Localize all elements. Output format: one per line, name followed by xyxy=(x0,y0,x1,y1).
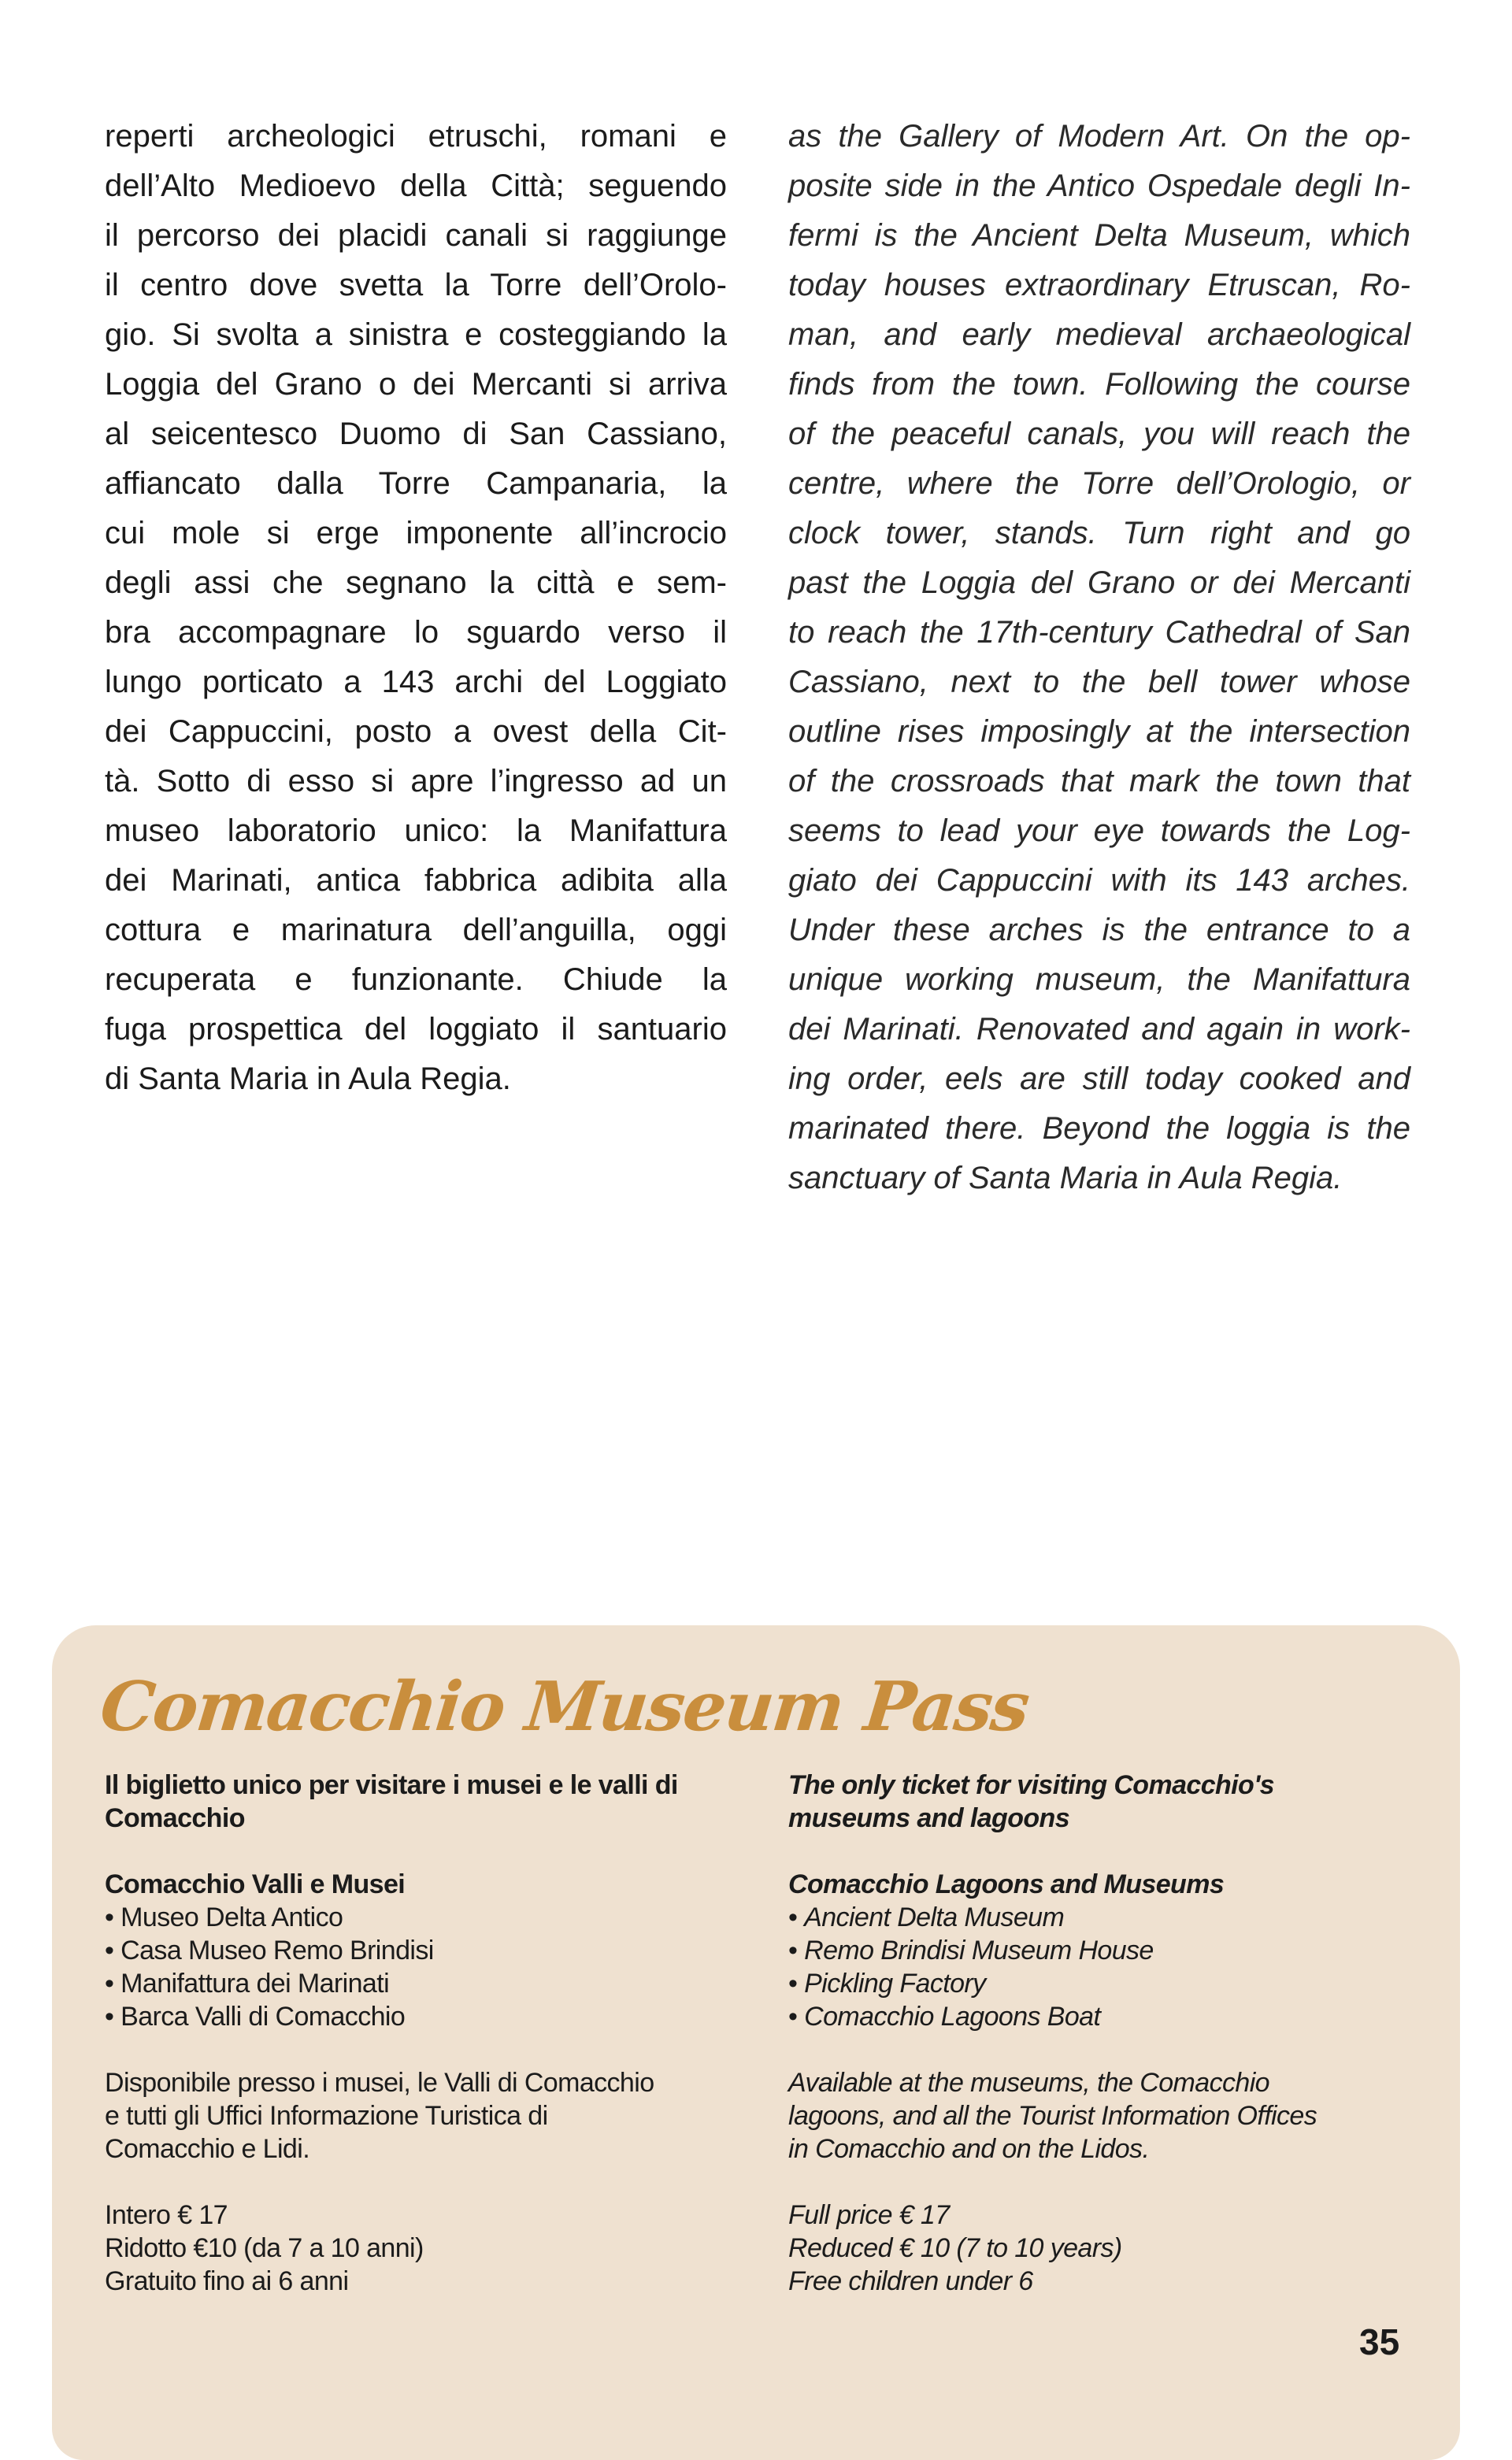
text-line: finds from the town. Following the course xyxy=(788,367,1410,402)
text-line: tà. Sotto di esso si apre l’ingresso ad un xyxy=(105,764,727,798)
pass-intro-line: The only ticket for visiting Comacchio's xyxy=(788,1770,1274,1800)
text-line: cottura e marinatura dell’anguilla, oggi xyxy=(105,913,727,947)
page-number: 35 xyxy=(1359,2321,1400,2362)
museum-pass-english xyxy=(788,1769,1434,2298)
text-line: Under these arches is the entrance to a xyxy=(788,913,1410,947)
pass-price: Gratuito fino ai 6 anni xyxy=(105,2266,349,2296)
text-line: dei Cappuccini, posto a ovest della Cit- xyxy=(105,714,727,749)
text-line: to reach the 17th-century Cathedral of San xyxy=(788,615,1410,650)
pass-availability-line: in Comacchio and on the Lidos. xyxy=(788,2134,1150,2164)
pass-price: Free children under 6 xyxy=(788,2266,1033,2296)
pass-list-heading: Comacchio Valli e Musei xyxy=(105,1869,406,1899)
text-line: seems to lead your eye towards the Log- xyxy=(788,813,1410,848)
text-line: sanctuary of Santa Maria in Aula Regia. xyxy=(788,1161,1343,1195)
text-line: affiancato dalla Torre Campanaria, la xyxy=(105,466,727,501)
spacer xyxy=(105,1835,750,1868)
pass-availability-line: lagoons, and all the Tourist Information Offices xyxy=(788,2101,1317,2131)
text-line: al seicentesco Duomo di San Cassiano, xyxy=(105,417,727,451)
pass-list-item: • Manifattura dei Marinati xyxy=(105,1967,750,2000)
pass-list-item: • Barca Valli di Comacchio xyxy=(105,2000,750,2033)
spacer xyxy=(105,2165,750,2199)
pass-availability-line: Disponibile presso i musei, le Valli di Comacchio xyxy=(105,2068,654,2098)
article-english-column xyxy=(788,112,1410,1203)
text-line: fermi is the Ancient Delta Museum, which xyxy=(788,218,1410,253)
text-line: il percorso dei placidi canali si raggiunge xyxy=(105,218,727,253)
text-line: lungo porticato a 143 archi del Loggiato xyxy=(105,665,727,699)
text-line: today houses extraordinary Etruscan, Ro- xyxy=(788,268,1410,302)
text-line: as the Gallery of Modern Art. On the op- xyxy=(788,119,1410,154)
pass-availability-line: Comacchio e Lidi. xyxy=(105,2134,310,2164)
pass-list-item: • Remo Brindisi Museum House xyxy=(788,1934,1434,1967)
text-line: unique working museum, the Manifattura xyxy=(788,962,1410,997)
text-line: degli assi che segnano la città e sem- xyxy=(105,565,727,600)
museum-pass-italian xyxy=(105,1769,750,2298)
article-english-paragraph xyxy=(788,112,1410,1203)
text-line: posite side in the Antico Ospedale degli In- xyxy=(788,169,1410,203)
pass-list-heading: Comacchio Lagoons and Museums xyxy=(788,1869,1225,1899)
spacer xyxy=(788,2165,1434,2199)
text-line: of the peaceful canals, you will reach the xyxy=(788,417,1410,451)
spacer xyxy=(788,2033,1434,2066)
text-line: il centro dove svetta la Torre dell’Orolo- xyxy=(105,268,727,302)
text-line: past the Loggia del Grano or dei Mercanti xyxy=(788,565,1410,600)
text-line: centre, where the Torre dell’Orologio, or xyxy=(788,466,1410,501)
text-line: of the crossroads that mark the town that xyxy=(788,764,1410,798)
text-line: Loggia del Grano o dei Mercanti si arriva xyxy=(105,367,727,402)
article-italian-paragraph xyxy=(105,112,727,1104)
spacer xyxy=(105,2033,750,2066)
spacer xyxy=(788,1835,1434,1868)
article-italian-column xyxy=(105,112,727,1104)
text-line: giato dei Cappuccini with its 143 arches. xyxy=(788,863,1410,898)
pass-list-item: • Ancient Delta Museum xyxy=(788,1901,1434,1934)
text-line: di Santa Maria in Aula Regia. xyxy=(105,1061,511,1096)
text-line: dell’Alto Medioevo della Città; seguendo xyxy=(105,169,727,203)
text-line: dei Marinati, antica fabbrica adibita alla xyxy=(105,863,727,898)
pass-intro-line: Comacchio xyxy=(105,1803,245,1833)
text-line: ing order, eels are still today cooked and xyxy=(788,1061,1410,1096)
pass-list-item: • Casa Museo Remo Brindisi xyxy=(105,1934,750,1967)
pass-price: Ridotto €10 (da 7 a 10 anni) xyxy=(105,2233,424,2263)
pass-list-item: • Museo Delta Antico xyxy=(105,1901,750,1934)
text-line: clock tower, stands. Turn right and go xyxy=(788,516,1410,550)
text-line: museo laboratorio unico: la Manifattura xyxy=(105,813,727,848)
text-line: marinated there. Beyond the loggia is the xyxy=(788,1111,1410,1146)
pass-availability-line: e tutti gli Uffici Informazione Turistica di xyxy=(105,2101,548,2131)
text-line: bra accompagnare lo sguardo verso il xyxy=(105,615,727,650)
pass-intro-line: Il biglietto unico per visitare i musei e le valli di xyxy=(105,1770,678,1800)
pass-list-item: • Pickling Factory xyxy=(788,1967,1434,2000)
pass-price: Intero € 17 xyxy=(105,2200,228,2230)
text-line: dei Marinati. Renovated and again in work- xyxy=(788,1012,1410,1047)
text-line: recuperata e funzionante. Chiude la xyxy=(105,962,727,997)
text-line: man, and early medieval archaeological xyxy=(788,317,1410,352)
text-line: fuga prospettica del loggiato il santuario xyxy=(105,1012,727,1047)
text-line: reperti archeologici etruschi, romani e xyxy=(105,119,727,154)
text-line: cui mole si erge imponente all’incrocio xyxy=(105,516,727,550)
text-line: gio. Si svolta a sinistra e costeggiando la xyxy=(105,317,727,352)
pass-intro-line: museums and lagoons xyxy=(788,1803,1070,1833)
pass-price: Reduced € 10 (7 to 10 years) xyxy=(788,2233,1122,2263)
pass-price: Full price € 17 xyxy=(788,2200,950,2230)
text-line: outline rises imposingly at the intersection xyxy=(788,714,1410,749)
pass-list-item: • Comacchio Lagoons Boat xyxy=(788,2000,1434,2033)
pass-availability-line: Available at the museums, the Comacchio xyxy=(788,2068,1269,2098)
museum-pass-title: Comacchio Museum Pass xyxy=(96,1667,1032,1747)
text-line: Cassiano, next to the bell tower whose xyxy=(788,665,1410,699)
